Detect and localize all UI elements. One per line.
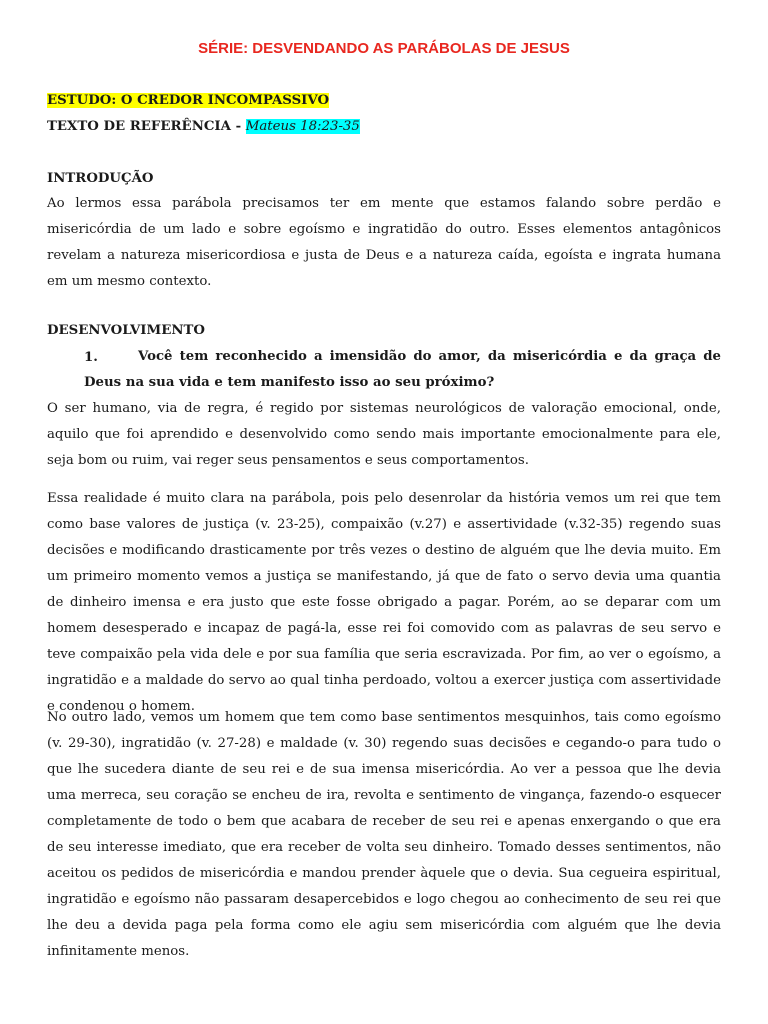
introduction-heading: INTRODUÇÃO [47,171,154,186]
development-paragraph-3: No outro lado, vemos um homem que tem como base sentimentos mesquinhos, tais como egoísmo (v. 29-30), ingratidão (v. 27-28) e maldade (v. 30) regendo suas decisões e cegando-o para tudo o que lhe sucedera diante de seu rei e de sua imensa misericórdia. Ao ver a pessoa que lhe devia uma merreca, seu coração se encheu de ira, revolta e sentimento de vingança, fazendo-o esquecer completamente de todo o bem que acabara de receber de seu rei e apenas enxergando o que era de seu interesse imediato, que era receber de volta seu dinheiro. Tomado desses sentimentos, não aceitou os pedidos de misericórdia e mandou prender àquele que o devia. Sua cegueira espiritual, ingratidão e egoísmo não passaram desapercebidos e logo chegou ao conhecimento de seu rei que lhe deu a devida paga pela forma como ele agiu sem misericórdia com alguém que lhe devia infinitamente menos. [47,710,721,959]
introduction-paragraph: Ao lermos essa parábola precisamos ter em mente que estamos falando sobre perdão e misericórdia de um lado e sobre egoísmo e ingratidão do outro. Esses elementos antagônicos revelam a natureza misericordiosa e justa de Deus e a natureza caída, egoísta e ingrata humana em um mesmo contexto. [47,196,721,289]
series-title: SÉRIE: DESVENDANDO AS PARÁBOLAS DE JESUS [198,40,570,57]
development-paragraph-1: O ser humano, via de regra, é regido por sistemas neurológicos de valoração emocional, onde, aquilo que foi aprendido e desenvolvido como sendo mais importante emocionalmente para ele, seja bom ou ruim, vai reger seus pensamentos e seus comportamentos. [47,401,721,468]
question-number: 1. [84,350,98,365]
development-paragraph-2: Essa realidade é muito clara na parábola, pois pelo desenrolar da história vemos um rei que tem como base valores de justiça (v. 23-25), compaixão (v.27) e assertividade (v.32-35) regendo suas decisões e modificando drasticamente por três vezes o destino de alguém que lhe devia muito. Em um primeiro momento vemos a justiça se manifestando, já que de fato o servo devia uma quantia de dinheiro imensa e era justo que este fosse obrigado a pagar. Porém, ao se deparar com um homem desesperado e incapaz de pagá-la, esse rei foi comovido com as palavras de seu servo e teve compaixão pela vida dele e por sua família que seria escravizada. Por fim, ao ver o egoísmo, a ingratidão e a maldade do servo ao qual tinha perdoado, voltou a exercer justiça com assertividade e condenou o homem. [47,491,721,714]
study-title-line [47,93,329,108]
reference-value: Mateus 18:23-35 [245,119,360,134]
reference-line [47,119,360,134]
development-heading: DESENVOLVIMENTO [47,323,206,338]
reference-label: TEXTO DE REFERÊNCIA - [47,119,246,134]
study-title: ESTUDO: O CREDOR INCOMPASSIVO [47,93,330,108]
question-text: Você tem reconhecido a imensidão do amor, da misericórdia e da graça de Deus na sua vida e tem manifesto isso ao seu próximo? [84,349,721,390]
